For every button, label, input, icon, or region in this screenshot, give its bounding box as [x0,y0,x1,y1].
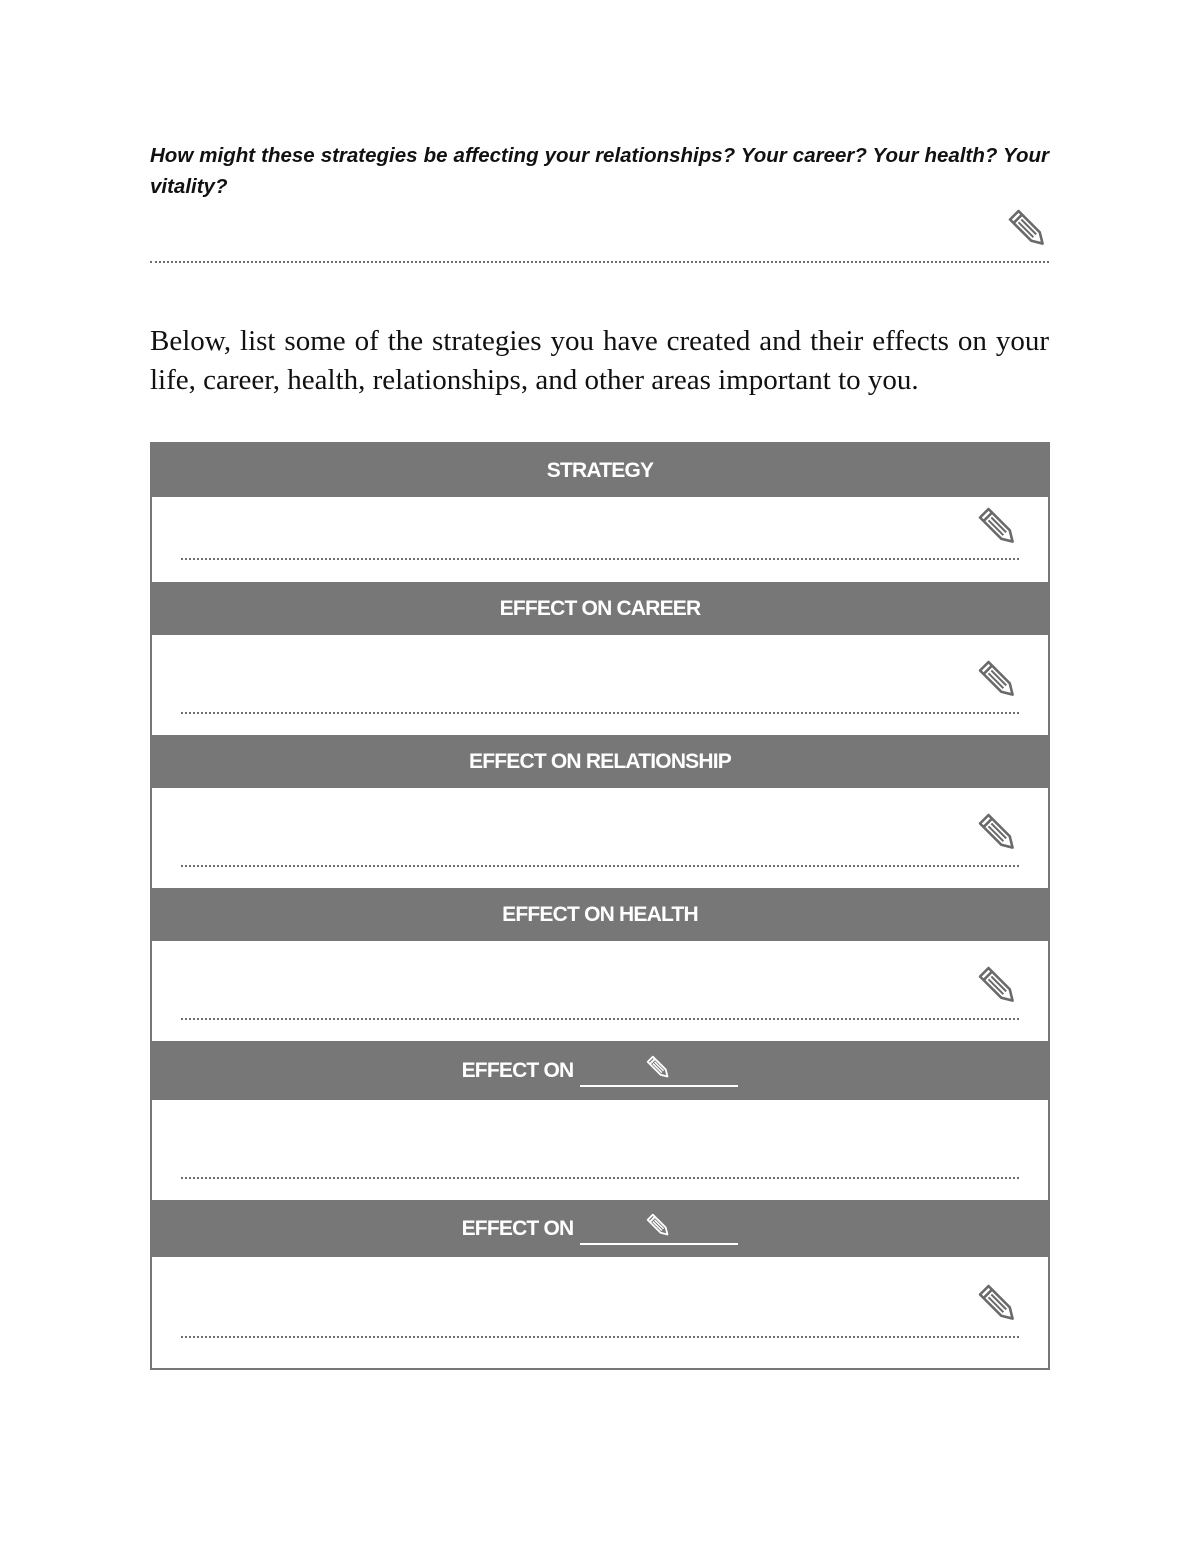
pencil-icon[interactable] [974,1280,1020,1326]
answer-line[interactable] [181,865,1019,867]
custom-area-field[interactable] [580,1059,738,1087]
section-header-strategy [152,444,1048,497]
section-title: EFFECT ON RELATIONSHIP [468,749,731,773]
pencil-icon[interactable] [974,656,1020,702]
answer-line[interactable] [181,1177,1019,1179]
section-header-custom-2 [152,1200,1048,1257]
section-title: EFFECT ON [461,1216,574,1240]
answer-line[interactable] [181,558,1019,560]
answer-line[interactable] [181,712,1019,714]
section-header-custom-1 [152,1041,1048,1100]
pencil-icon[interactable] [974,503,1020,549]
pencil-icon[interactable] [974,962,1020,1008]
answer-line[interactable] [181,1018,1019,1020]
custom-area-field[interactable] [580,1217,738,1245]
pencil-icon[interactable] [644,1053,672,1081]
section-title: EFFECT ON HEALTH [502,902,698,926]
instructions-paragraph: Below, list some of the strategies you have created and their effects on your life, career, health, relationships, and other areas important to you. [150,325,1049,396]
reflection-question: How might these strategies be affecting your relationships? Your career? Your health? Your vitality? [150,144,1049,198]
pencil-icon[interactable] [1004,205,1050,251]
answer-line[interactable] [181,1336,1019,1338]
section-header-relationship [152,735,1048,788]
section-title: EFFECT ON CAREER [499,596,701,620]
section-header-health [152,888,1048,941]
section-title: STRATEGY [546,458,654,482]
section-title: EFFECT ON [461,1058,574,1082]
answer-line-question[interactable] [150,261,1049,263]
pencil-icon[interactable] [974,809,1020,855]
strategy-worksheet [150,442,1050,1370]
pencil-icon[interactable] [644,1211,672,1239]
section-header-career [152,582,1048,635]
